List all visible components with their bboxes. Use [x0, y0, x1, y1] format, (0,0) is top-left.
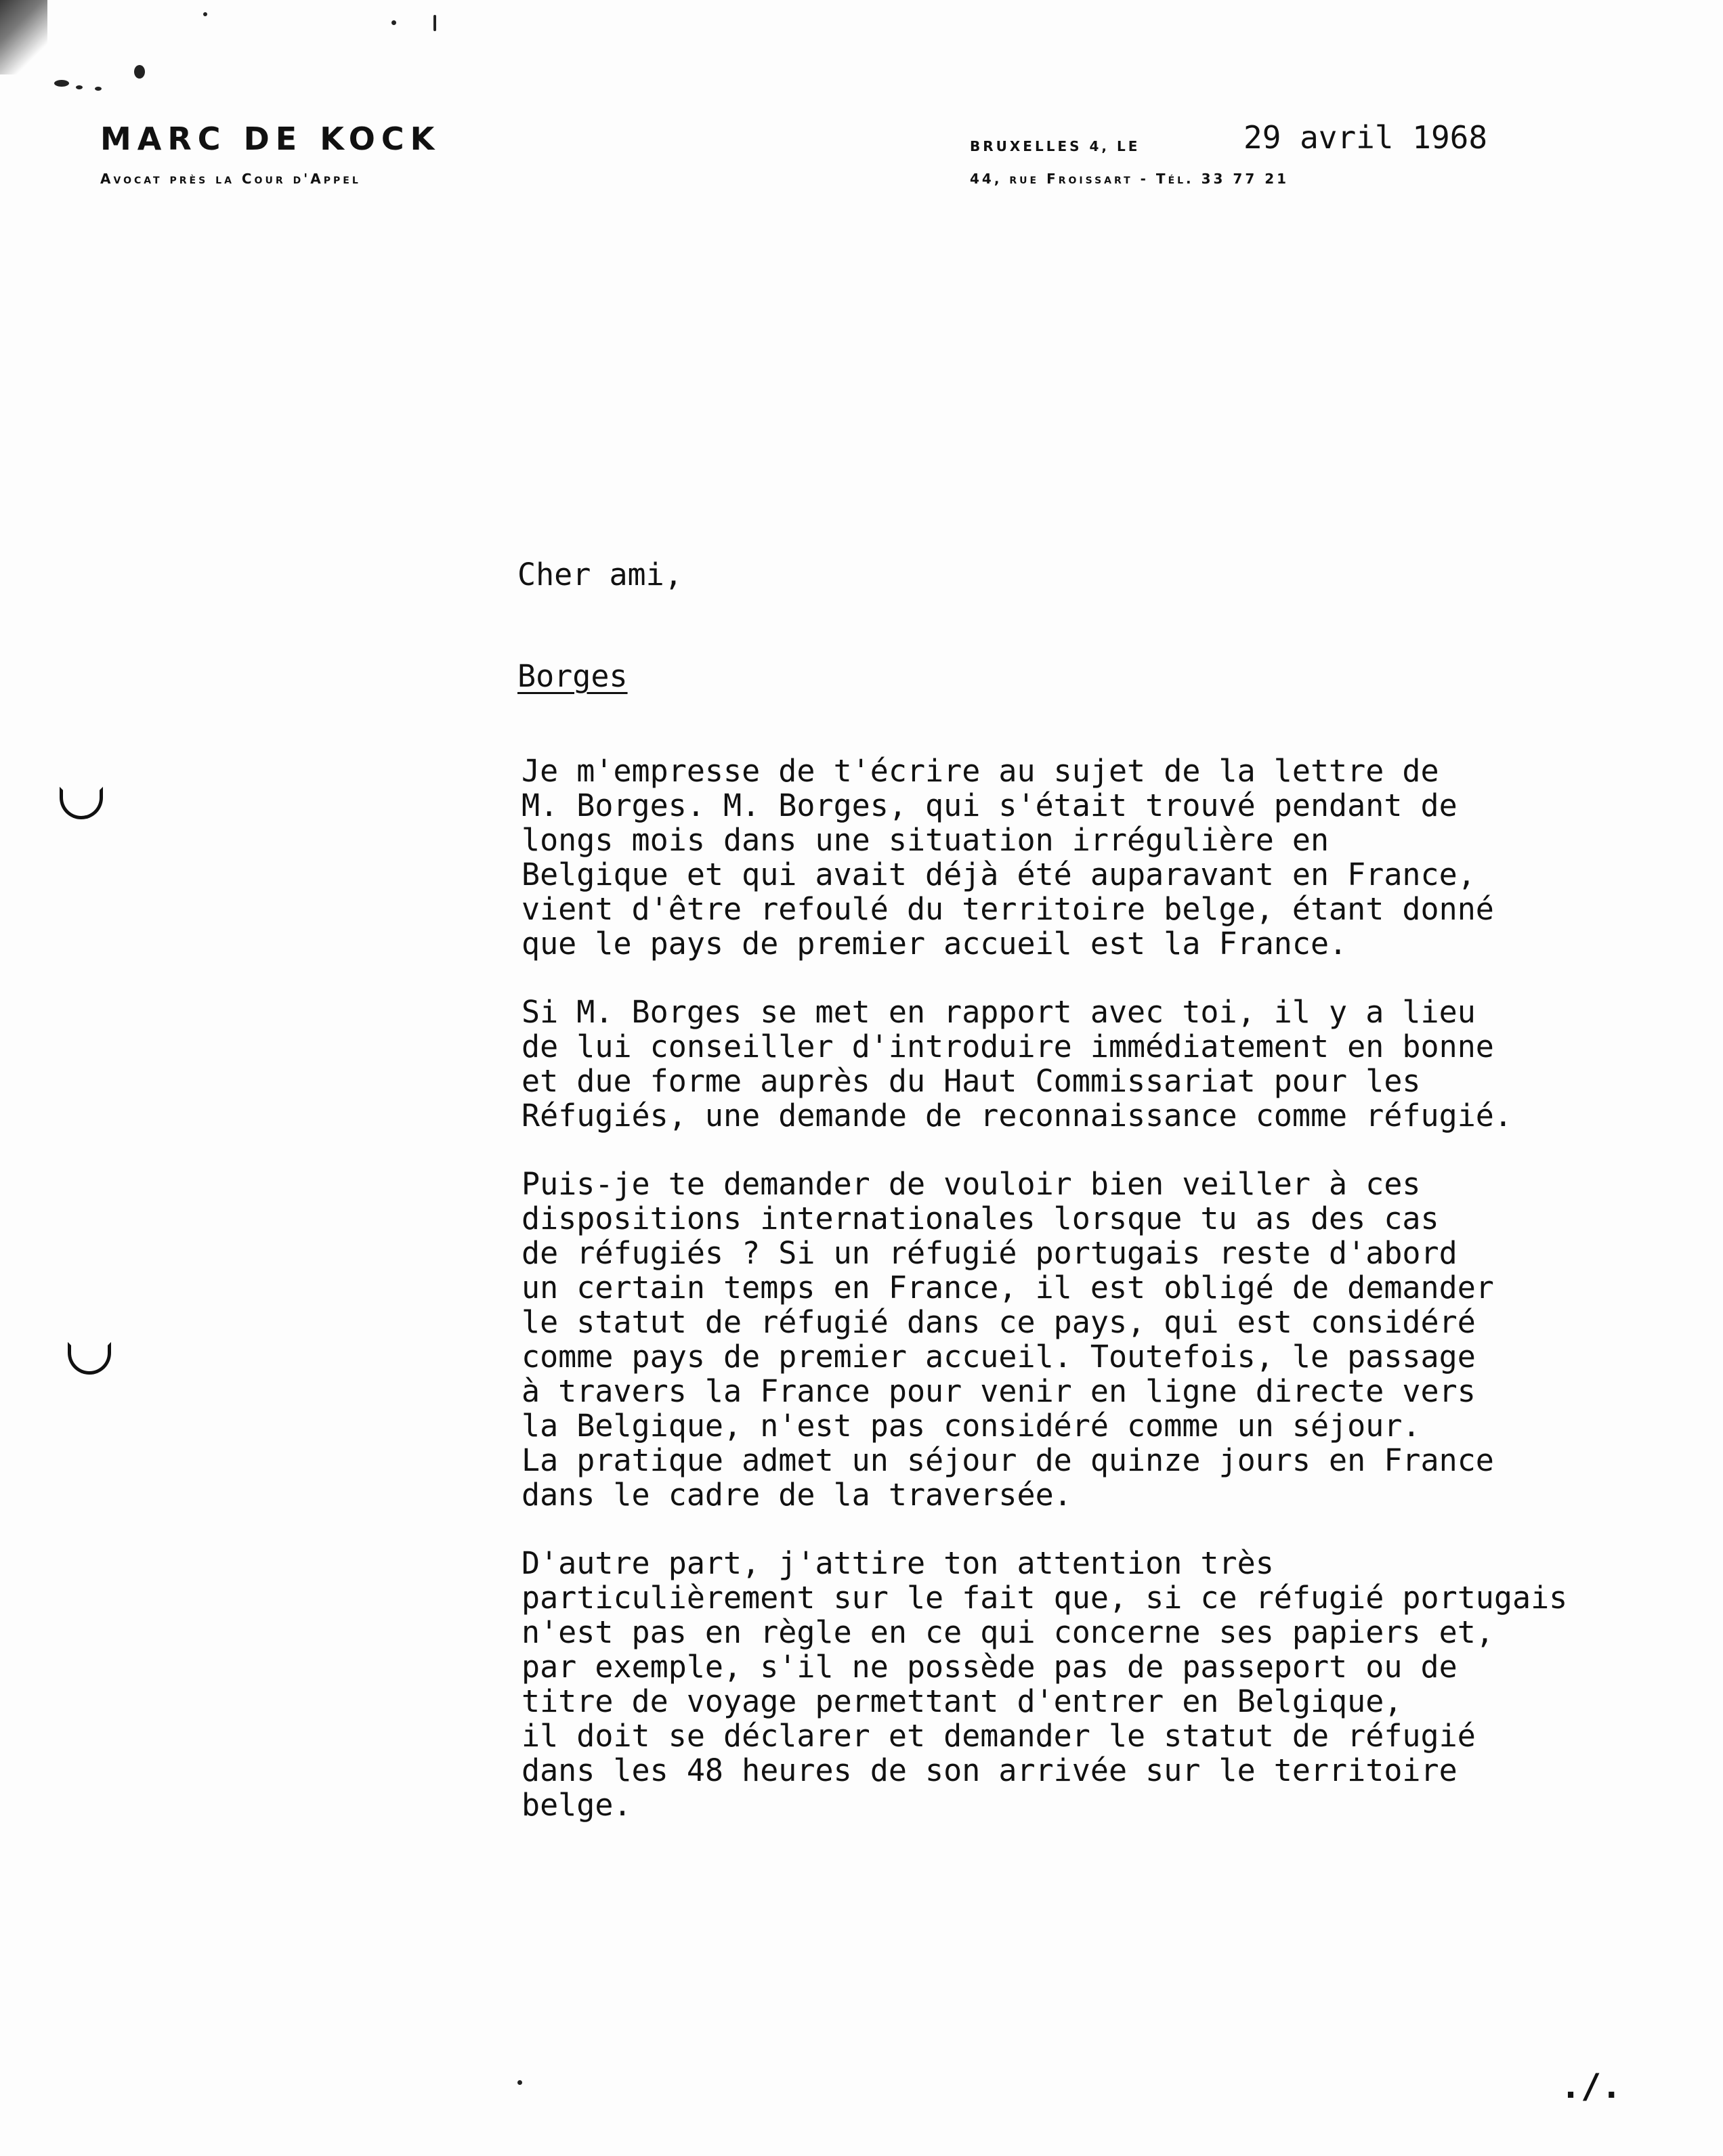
text-line: dispositions internationales lorsque tu as des cas [522, 1201, 1439, 1236]
scan-speck [54, 80, 69, 87]
scan-speck [95, 87, 102, 91]
text-line: de lui conseiller d'introduire immédiatement en bonne [522, 1029, 1494, 1064]
text-line: que le pays de premier accueil est la France. [522, 926, 1348, 962]
salutation: Cher ami, [517, 557, 683, 592]
paragraph-1 [522, 754, 1494, 961]
scan-speck [517, 2080, 522, 2085]
scan-shadow [0, 0, 47, 74]
subject-line: Borges [517, 658, 628, 694]
text-line: comme pays de premier accueil. Toutefois, le passage [522, 1339, 1476, 1375]
text-line: un certain temps en France, il est obligé de demander [522, 1270, 1494, 1306]
text-line: à travers la France pour venir en ligne directe vers [522, 1373, 1476, 1409]
text-line: belge. [522, 1787, 632, 1823]
letter-date: 29 avril 1968 [1243, 119, 1488, 156]
text-line: dans le cadre de la traversée. [522, 1477, 1072, 1513]
binder-hole-mark [68, 1342, 111, 1375]
scan-speck [433, 15, 436, 31]
scan-speck [391, 20, 396, 25]
paragraph-2 [522, 995, 1512, 1133]
paragraph-4 [522, 1546, 1567, 1822]
text-line: particulièrement sur le fait que, si ce réfugié portugais [522, 1580, 1568, 1616]
text-line: titre de voyage permettant d'entrer en Belgique, [522, 1683, 1403, 1719]
text-line: par exemple, s'il ne possède pas de passeport ou de [522, 1649, 1458, 1685]
text-line: dans les 48 heures de son arrivée sur le territoire [522, 1752, 1458, 1788]
text-line: n'est pas en règle en ce qui concerne ses papiers et, [522, 1614, 1494, 1650]
letterhead-city: BRUXELLES 4, LE [970, 138, 1141, 154]
text-line: il doit se déclarer et demander le statut de réfugié [522, 1718, 1476, 1754]
text-line: Belgique et qui avait déjà été auparavant en France, [522, 857, 1476, 892]
paragraph-3 [522, 1167, 1494, 1512]
text-line: D'autre part, j'attire ton attention très [522, 1545, 1274, 1581]
text-line: le statut de réfugié dans ce pays, qui est considéré [522, 1304, 1476, 1340]
text-line: vient d'être refoulé du territoire belge, étant donné [522, 891, 1494, 927]
scan-speck [203, 12, 207, 16]
text-line: Si M. Borges se met en rapport avec toi, il y a lieu [522, 994, 1476, 1030]
text-line: la Belgique, n'est pas considéré comme un séjour. [522, 1408, 1421, 1444]
text-line: et due forme auprès du Haut Commissariat pour les [522, 1063, 1421, 1099]
text-line: longs mois dans une situation irrégulière en [522, 822, 1330, 858]
text-line: Je m'empresse de t'écrire au sujet de la lettre de [522, 753, 1439, 789]
letterhead-name: MARC DE KOCK [100, 121, 441, 157]
scan-speck [76, 85, 83, 89]
text-line: La pratique admet un séjour de quinze jours en France [522, 1442, 1494, 1478]
letterhead-title: Avocat près la Cour d'Appel [100, 171, 361, 187]
text-line: Puis-je te demander de vouloir bien veiller à ces [522, 1166, 1421, 1202]
text-line: de réfugiés ? Si un réfugié portugais reste d'abord [522, 1235, 1458, 1271]
binder-hole-mark [60, 787, 103, 819]
continuation-mark: ./. [1560, 2067, 1622, 2106]
scan-speck [134, 65, 145, 79]
text-line: Réfugiés, une demande de reconnaissance comme réfugié. [522, 1098, 1512, 1134]
letterhead-address: 44, rue Froissart - Tél. 33 77 21 [970, 171, 1290, 187]
text-line: M. Borges. M. Borges, qui s'était trouvé pendant de [522, 788, 1458, 823]
